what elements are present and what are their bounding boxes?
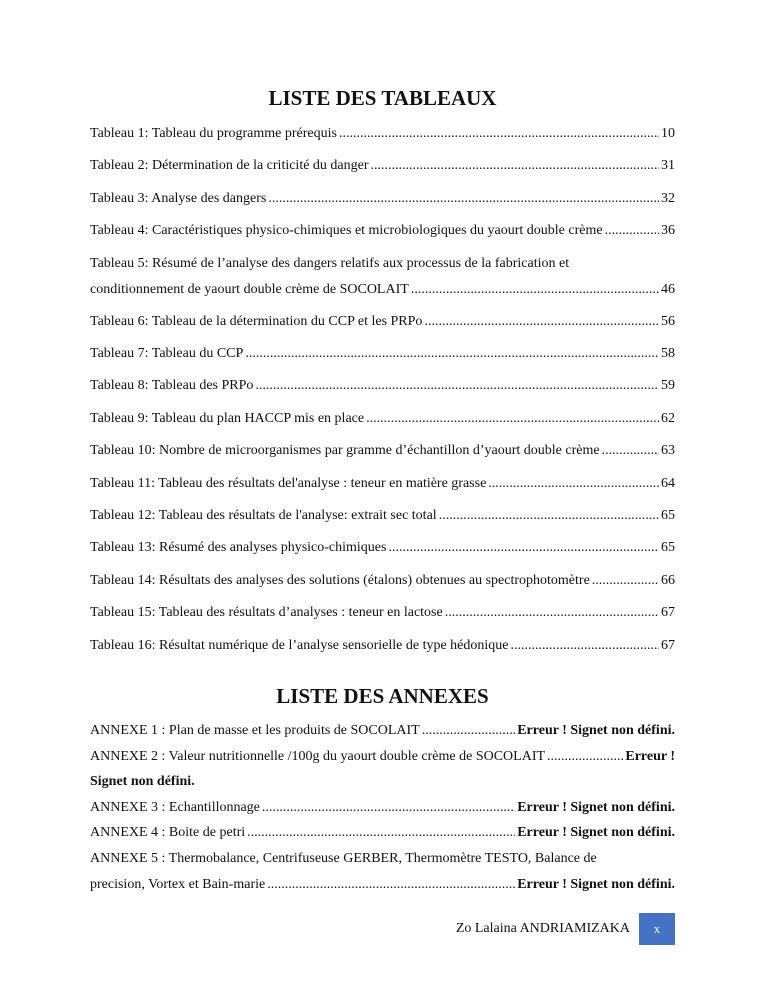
- bookmark-error: Erreur ! Signet non défini.: [517, 799, 675, 815]
- dot-leader: [366, 403, 659, 435]
- toc-entry-page: 58: [661, 346, 675, 362]
- dot-leader: [422, 718, 515, 744]
- dot-leader: [424, 306, 659, 338]
- toc-entry-page: 63: [661, 443, 675, 459]
- toc-entry-page: 66: [661, 572, 675, 588]
- toc-entry-label: ANNEXE 3 : Echantillonnage: [90, 799, 260, 815]
- toc-entry-table-5[interactable]: [90, 248, 675, 306]
- dot-leader: [411, 277, 659, 303]
- toc-entry-label: Tableau 7: Tableau du CCP: [90, 346, 244, 362]
- toc-entry-table-4[interactable]: [90, 215, 675, 247]
- page-footer: [0, 913, 765, 945]
- annexes-heading: LISTE DES ANNEXES: [276, 684, 489, 709]
- toc-entry-table-6[interactable]: [90, 306, 675, 338]
- dot-leader: [511, 630, 660, 662]
- dot-leader: [605, 215, 659, 247]
- toc-entry-label: Tableau 4: Caractéristiques physico-chimiques et microbiologiques du yaourt double crème: [90, 223, 603, 239]
- toc-entry-label: Tableau 10: Nombre de microorganismes par gramme d’échantillon d’yaourt double crème: [90, 443, 600, 459]
- dot-leader: [268, 183, 659, 215]
- toc-entry-page: 67: [661, 637, 675, 653]
- toc-entry-label: Tableau 11: Tableau des résultats del'analyse : teneur en matière grasse: [90, 475, 487, 491]
- annexes-list: [90, 718, 675, 897]
- toc-entry-page: 65: [661, 508, 675, 524]
- toc-entry-table-13[interactable]: [90, 532, 675, 564]
- dot-leader: [267, 872, 515, 898]
- toc-entry-table-15[interactable]: [90, 597, 675, 629]
- toc-entry-label-line1: Tableau 5: Résumé de l’analyse des dangers relatifs aux processus de la fabrication et: [90, 255, 570, 271]
- toc-entry-annex-5[interactable]: [90, 846, 675, 897]
- tables-heading: LISTE DES TABLEAUX: [268, 86, 497, 110]
- toc-entry-table-11[interactable]: [90, 468, 675, 500]
- toc-entry-page: 65: [661, 540, 675, 556]
- bookmark-error: Erreur !: [625, 748, 675, 764]
- dot-leader: [488, 468, 659, 500]
- toc-entry-label: Tableau 1: Tableau du programme prérequis: [90, 126, 337, 141]
- dot-leader: [255, 370, 659, 402]
- toc-entry-table-16[interactable]: [90, 630, 675, 662]
- dot-leader: [445, 597, 659, 629]
- toc-entry-label: precision, Vortex et Bain-marie: [90, 876, 266, 892]
- tables-list: [90, 118, 675, 662]
- toc-entry-annex-3[interactable]: [90, 795, 675, 821]
- toc-entry-table-7[interactable]: [90, 338, 675, 370]
- footer-author: Zo Lalaina ANDRIAMIZAKA: [455, 921, 630, 936]
- toc-entry-page: 62: [661, 410, 675, 426]
- toc-entry-label: ANNEXE 1 : Plan de masse et les produits de SOCOLAIT: [90, 723, 420, 739]
- toc-entry-label: ANNEXE 4 : Boite de petri: [90, 825, 246, 841]
- toc-entry-label: Tableau 13: Résumé des analyses physico-chimiques: [90, 540, 387, 556]
- toc-entry-label: Tableau 8: Tableau des PRPo: [90, 378, 254, 394]
- toc-entry-table-3[interactable]: [90, 183, 675, 215]
- toc-entry-label: Tableau 14: Résultats des analyses des solutions (étalons) obtenues au spectrophotomètre: [90, 572, 590, 588]
- toc-entry-table-10[interactable]: [90, 435, 675, 467]
- toc-entry-label: Tableau 16: Résultat numérique de l’analyse sensorielle de type hédonique: [90, 637, 509, 653]
- toc-entry-page: 64: [661, 475, 675, 491]
- dot-leader: [245, 338, 659, 370]
- toc-entry-label: Tableau 6: Tableau de la détermination du CCP et les PRPo: [90, 313, 423, 329]
- toc-entry-annex-4[interactable]: [90, 820, 675, 846]
- toc-entry-label: conditionnement de yaourt double crème de SOCOLAIT: [90, 281, 409, 297]
- toc-entry-page: 31: [661, 158, 675, 174]
- toc-entry-page: 59: [661, 378, 675, 394]
- bookmark-error: Erreur ! Signet non défini.: [517, 723, 675, 739]
- dot-leader: [371, 150, 659, 182]
- dot-leader: [388, 532, 659, 564]
- toc-entry-table-1[interactable]: [90, 118, 675, 150]
- bookmark-error: Erreur ! Signet non défini.: [517, 825, 675, 841]
- toc-entry-label: Tableau 3: Analyse des dangers: [90, 190, 267, 206]
- dot-leader: [547, 744, 623, 770]
- dot-leader: [592, 565, 659, 597]
- page-number-badge: x: [639, 913, 675, 945]
- toc-entry-page: 56: [661, 313, 675, 329]
- bookmark-error: Erreur ! Signet non défini.: [517, 876, 675, 892]
- toc-entry-page: 46: [661, 281, 675, 297]
- dot-leader: [439, 500, 659, 532]
- dot-leader: [339, 118, 659, 150]
- toc-entry-label: Tableau 2: Détermination de la criticité du danger: [90, 158, 369, 174]
- toc-entry-label: Tableau 12: Tableau des résultats de l'analyse: extrait sec total: [90, 508, 437, 524]
- toc-entry-table-14[interactable]: [90, 565, 675, 597]
- toc-entry-table-9[interactable]: [90, 403, 675, 435]
- toc-entry-label: Tableau 15: Tableau des résultats d’analyses : teneur en lactose: [90, 605, 443, 621]
- dot-leader: [247, 820, 515, 846]
- dot-leader: [262, 795, 515, 821]
- toc-entry-page: 36: [661, 223, 675, 239]
- toc-entry-page: 67: [661, 605, 675, 621]
- toc-entry-annex-1[interactable]: [90, 718, 675, 744]
- toc-entry-table-12[interactable]: [90, 500, 675, 532]
- toc-entry-label: ANNEXE 2 : Valeur nutritionnelle /100g du yaourt double crème de SOCOLAIT: [90, 748, 546, 764]
- toc-entry-annex-2[interactable]: [90, 744, 675, 795]
- toc-entry-page: 32: [661, 190, 675, 206]
- document-page: [90, 88, 675, 897]
- toc-entry-page: 10: [661, 126, 675, 141]
- toc-entry-table-2[interactable]: [90, 150, 675, 182]
- toc-entry-label-line1: ANNEXE 5 : Thermobalance, Centrifuseuse GERBER, Thermomètre TESTO, Balance de: [90, 851, 597, 867]
- toc-entry-label: Tableau 9: Tableau du plan HACCP mis en place: [90, 410, 365, 426]
- dot-leader: [602, 435, 659, 467]
- toc-entry-table-8[interactable]: [90, 370, 675, 402]
- bookmark-error-line2: Signet non défini.: [90, 774, 195, 790]
